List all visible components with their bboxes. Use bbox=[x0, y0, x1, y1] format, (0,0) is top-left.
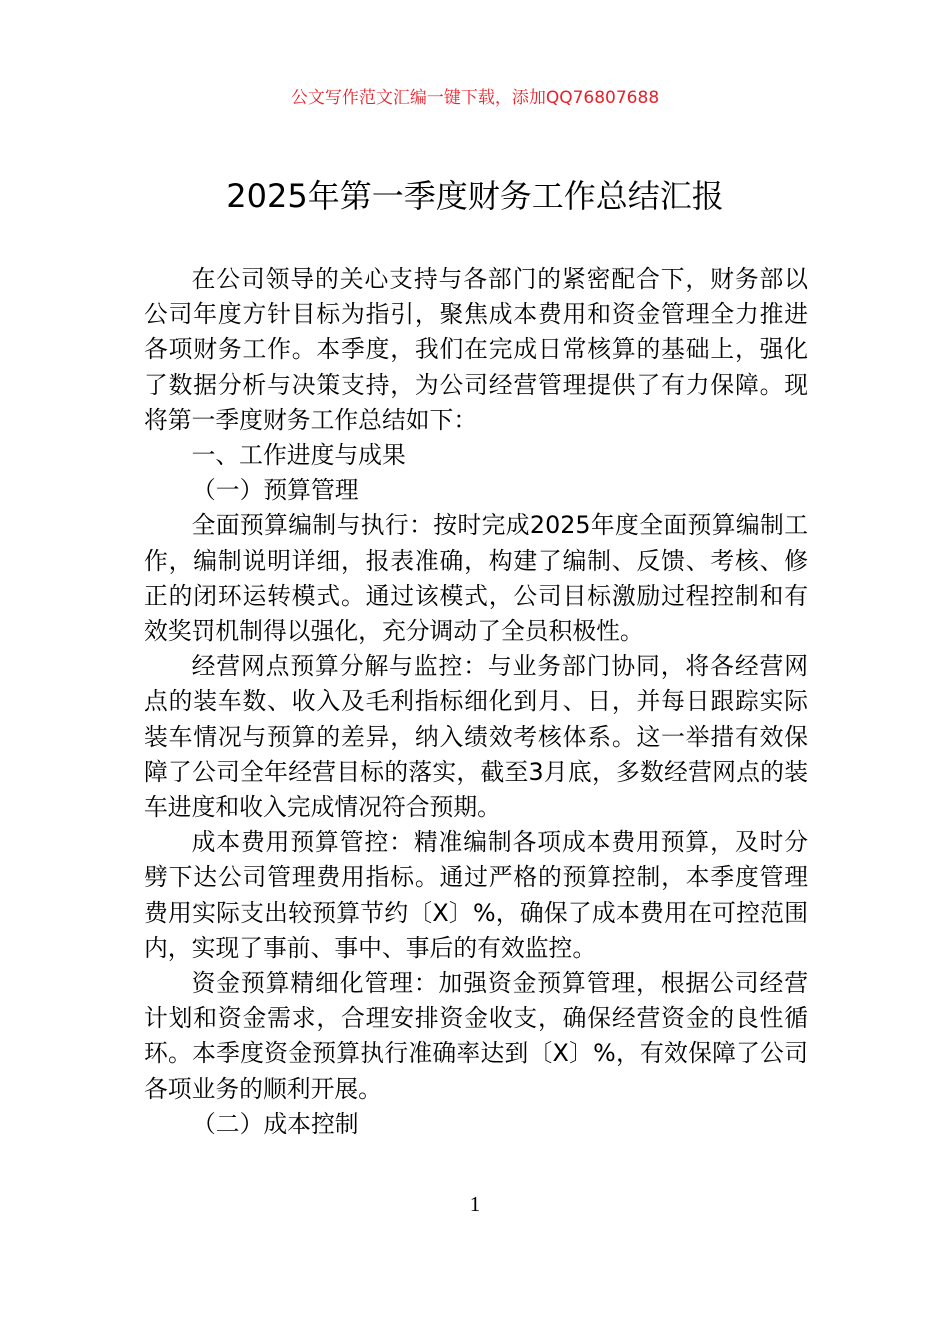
page-number: 1 bbox=[469, 1192, 481, 1216]
watermark-banner: 公文写作范文汇编一键下载，添加QQ76807688 bbox=[290, 88, 660, 108]
document-title: 2025年第一季度财务工作总结汇报 bbox=[226, 177, 724, 215]
outlets-paragraph: 经营网点预算分解与监控：与业务部门协同，将各经营网点的装车数、收入及毛利指标细化到月、日，并每日跟踪实际装车情况与预算的差异，纳入绩效考核体系。这一举措有效保障了公司全年经营目标的落实，截至3月底，多数经营网点的装车进度和收入完成情况符合预期。 bbox=[144, 652, 808, 822]
subsection-heading-cost-control: （二）成本控制 bbox=[192, 1109, 359, 1138]
cost-paragraph: 成本费用预算管控：精准编制各项成本费用预算，及时分劈下达公司管理费用指标。通过严格的预算控制，本季度管理费用实际支出较预算节约〔X〕%，确保了成本费用在可控范围内，实现了事前、事中、事后的有效监控。 bbox=[144, 828, 808, 962]
funds-paragraph: 资金预算精细化管理：加强资金预算管理，根据公司经营计划和资金需求，合理安排资金收支，确保经营资金的良性循环。本季度资金预算执行准确率达到〔X〕%，有效保障了公司各项业务的顺利开展。 bbox=[144, 969, 808, 1103]
subsection-heading-budget: （一）预算管理 bbox=[192, 476, 359, 505]
document-body bbox=[144, 262, 808, 1142]
budget-paragraph: 全面预算编制与执行：按时完成2025年度全面预算编制工作，编制说明详细，报表准确，构建了编制、反馈、考核、修正的闭环运转模式。通过该模式，公司目标激励过程控制和有效奖罚机制得以强化，充分调动了全员积极性。 bbox=[144, 511, 808, 646]
section-heading-1: 一、工作进度与成果 bbox=[191, 441, 406, 470]
intro-paragraph: 在公司领导的关心支持与各部门的紧密配合下，财务部以公司年度方针目标为指引，聚焦成本费用和资金管理全力推进各项财务工作。本季度，我们在完成日常核算的基础上，强化了数据分析与决策支持，为公司经营管理提供了有力保障。现将第一季度财务工作总结如下： bbox=[144, 265, 808, 434]
